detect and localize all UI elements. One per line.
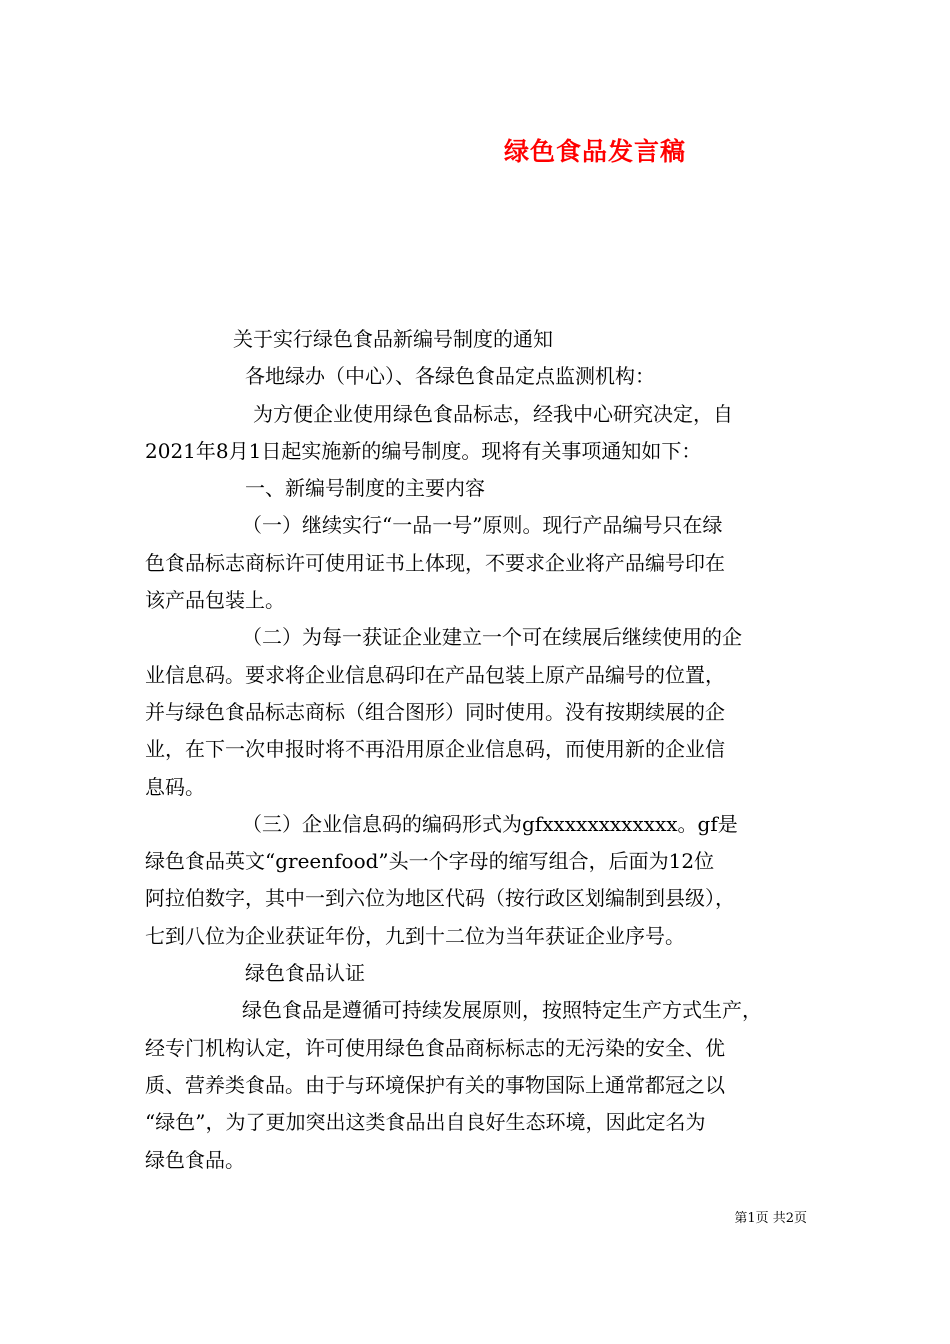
document-title: 绿色食品发言稿 (503, 137, 686, 166)
paragraph-line: 2021年8月1日起实施新的编号制度。现将有关事项通知如下： (145, 438, 702, 463)
paragraph-line: 绿色食品是遵循可持续发展原则，按照特定生产方式生产， (242, 998, 762, 1023)
section-heading: 一、新编号制度的主要内容 (245, 476, 485, 501)
paragraph-line: 色食品标志商标许可使用证书上体现，不要求企业将产品编号印在 (145, 550, 725, 575)
paragraph-line: 七到八位为企业获证年份，九到十二位为当年获证企业序号。 (145, 923, 685, 948)
paragraph-line: （三）企业信息码的编码形式为gfxxxxxxxxxxxx。gf是 (242, 811, 738, 836)
notice-heading: 关于实行绿色食品新编号制度的通知 (233, 327, 553, 351)
salutation: 各地绿办（中心）、各绿色食品定点监测机构： (245, 364, 655, 389)
paragraph-line: 绿色食品英文“greenfood”头一个字母的缩写组合，后面为12位 (145, 849, 715, 874)
paragraph-line: （二）为每一获证企业建立一个可在续展后继续使用的企 (242, 625, 742, 650)
paragraph-line: “绿色”，为了更加突出这类食品出自良好生态环境，因此定名为 (145, 1110, 706, 1135)
paragraph-line: 为方便企业使用绿色食品标志，经我中心研究决定，自 (253, 401, 733, 426)
paragraph-line: 息码。 (145, 774, 205, 799)
document-body (145, 321, 807, 1179)
paragraph-line: （一）继续实行“一品一号”原则。现行产品编号只在绿 (242, 513, 723, 538)
paragraph-line: 业信息码。要求将企业信息码印在产品包装上原产品编号的位置， (145, 662, 725, 687)
page-footer: 第1页 共2页 (734, 1211, 807, 1226)
paragraph-line: 阿拉伯数字，其中一到六位为地区代码（按行政区划编制到县级）， (145, 886, 735, 911)
section-heading: 绿色食品认证 (245, 961, 365, 986)
paragraph-line: 该产品包装上。 (145, 588, 285, 613)
paragraph-line: 经专门机构认定，许可使用绿色食品商标标志的无污染的安全、优 (145, 1035, 725, 1060)
paragraph-line: 业，在下一次申报时将不再沿用原企业信息码，而使用新的企业信 (145, 737, 725, 762)
paragraph-line: 质、营养类食品。由于与环境保护有关的事物国际上通常都冠之以 (145, 1072, 725, 1097)
paragraph-line: 绿色食品。 (145, 1147, 245, 1172)
paragraph-line: 并与绿色食品标志商标（组合图形）同时使用。没有按期续展的企 (145, 699, 725, 724)
